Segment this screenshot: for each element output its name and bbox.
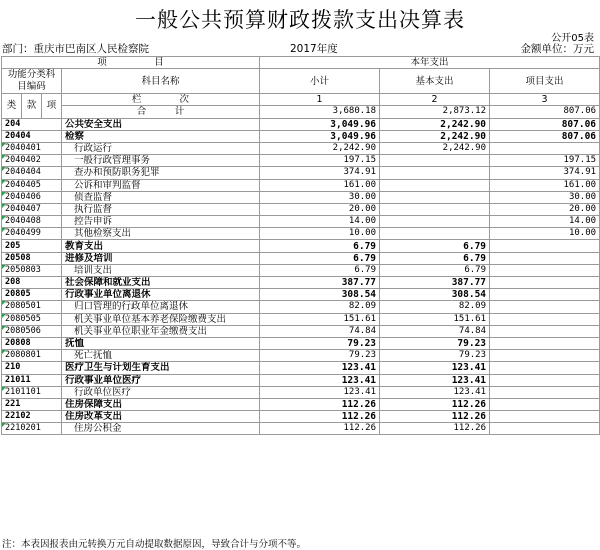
row-code: 2040407 (2, 203, 62, 215)
header-project: 项目支出 (490, 69, 600, 94)
total-basic: 2,873.12 (380, 106, 490, 118)
row-basic (380, 167, 490, 179)
table-row (2, 411, 600, 423)
row-code: 204 (2, 118, 62, 130)
total-project: 807.06 (490, 106, 600, 118)
header-lei: 类 (2, 94, 22, 118)
table-row (2, 362, 600, 374)
table-row (2, 155, 600, 167)
row-subject-name: 查办和预防职务犯罪 (62, 167, 260, 179)
row-subject-name: 行政事业单位医疗 (62, 374, 260, 386)
row-code: 2080801 (2, 350, 62, 362)
form-number: 公开05表 (551, 33, 594, 44)
row-basic: 123.41 (380, 374, 490, 386)
row-project: 30.00 (490, 191, 600, 203)
row-subject-name: 检察 (62, 130, 260, 142)
row-subtotal: 6.79 (260, 240, 380, 252)
row-basic (380, 155, 490, 167)
row-project: 14.00 (490, 216, 600, 228)
row-basic: 74.84 (380, 325, 490, 337)
table-row (2, 240, 600, 252)
row-subtotal: 79.23 (260, 350, 380, 362)
row-project (490, 313, 600, 325)
row-code: 20404 (2, 130, 62, 142)
table-row (2, 325, 600, 337)
cell-flag-marker (2, 155, 6, 159)
row-subject-name: 医疗卫生与计划生育支出 (62, 362, 260, 374)
row-subtotal: 308.54 (260, 289, 380, 301)
row-project: 807.06 (490, 118, 600, 130)
row-basic: 387.77 (380, 277, 490, 289)
row-subject-name: 行政事业单位离退休 (62, 289, 260, 301)
row-project (490, 325, 600, 337)
table-row (2, 252, 600, 264)
row-code: 2040401 (2, 142, 62, 154)
row-subject-name: 培训支出 (62, 264, 260, 276)
row-subject-name: 其他检察支出 (62, 228, 260, 240)
row-subtotal: 123.41 (260, 386, 380, 398)
row-subtotal: 112.26 (260, 411, 380, 423)
row-subtotal: 123.41 (260, 374, 380, 386)
row-subtotal: 14.00 (260, 216, 380, 228)
cell-flag-marker (2, 204, 6, 208)
cell-flag-marker (2, 180, 6, 184)
row-project: 197.15 (490, 155, 600, 167)
table-row (2, 301, 600, 313)
row-project (490, 142, 600, 154)
report-meta (0, 41, 600, 55)
row-project: 161.00 (490, 179, 600, 191)
cell-flag-marker (2, 326, 6, 330)
row-subject-name: 社会保障和就业支出 (62, 277, 260, 289)
row-basic: 2,242.90 (380, 118, 490, 130)
header-func-code: 功能分类科目编码 (2, 69, 62, 94)
row-subject-name: 侦查监督 (62, 191, 260, 203)
row-subject-name: 教育支出 (62, 240, 260, 252)
header-basic: 基本支出 (380, 69, 490, 94)
row-subtotal: 20.00 (260, 203, 380, 215)
row-project (490, 289, 600, 301)
row-subject-name: 行政单位医疗 (62, 386, 260, 398)
fiscal-year: 2017年度 (290, 43, 338, 55)
cell-flag-marker (2, 216, 6, 220)
row-project (490, 398, 600, 410)
cell-flag-marker (2, 192, 6, 196)
table-row (2, 264, 600, 276)
table-row (2, 142, 600, 154)
row-basic: 123.41 (380, 386, 490, 398)
row-code: 2040404 (2, 167, 62, 179)
header-xiang: 项 (42, 94, 62, 118)
row-subject-name: 住房保障支出 (62, 398, 260, 410)
row-basic: 2,242.90 (380, 142, 490, 154)
row-code: 2080506 (2, 325, 62, 337)
row-project (490, 411, 600, 423)
cell-flag-marker (2, 350, 6, 354)
row-subject-name: 公诉和审判监督 (62, 179, 260, 191)
row-basic: 112.26 (380, 423, 490, 435)
table-row (2, 130, 600, 142)
row-subtotal: 161.00 (260, 179, 380, 191)
row-code: 2080505 (2, 313, 62, 325)
row-project (490, 337, 600, 349)
table-row (2, 337, 600, 349)
row-basic: 308.54 (380, 289, 490, 301)
row-code: 20508 (2, 252, 62, 264)
row-basic: 79.23 (380, 350, 490, 362)
row-basic: 123.41 (380, 362, 490, 374)
row-project: 10.00 (490, 228, 600, 240)
row-subtotal: 151.61 (260, 313, 380, 325)
row-basic: 6.79 (380, 252, 490, 264)
row-project (490, 252, 600, 264)
header-lanci: 栏 次 (62, 94, 260, 106)
row-project (490, 301, 600, 313)
table-row (2, 191, 600, 203)
cell-flag-marker (2, 423, 6, 427)
header-col1: 1 (260, 94, 380, 106)
row-subtotal: 6.79 (260, 264, 380, 276)
row-subtotal: 112.26 (260, 398, 380, 410)
row-basic (380, 203, 490, 215)
table-row (2, 374, 600, 386)
row-code: 205 (2, 240, 62, 252)
row-subject-name: 一般行政管理事务 (62, 155, 260, 167)
total-label: 合 计 (62, 106, 260, 118)
header-row-item (2, 57, 600, 69)
table-row (2, 289, 600, 301)
total-row (2, 106, 600, 118)
row-project (490, 362, 600, 374)
header-col3: 3 (490, 94, 600, 106)
row-basic: 79.23 (380, 337, 490, 349)
row-subject-name: 进修及培训 (62, 252, 260, 264)
row-project: 20.00 (490, 203, 600, 215)
row-subtotal: 79.23 (260, 337, 380, 349)
row-subtotal: 374.91 (260, 167, 380, 179)
row-code: 2101101 (2, 386, 62, 398)
row-basic (380, 191, 490, 203)
row-code: 2040402 (2, 155, 62, 167)
row-subtotal: 10.00 (260, 228, 380, 240)
row-subtotal: 3,049.96 (260, 118, 380, 130)
row-project (490, 240, 600, 252)
row-code: 21011 (2, 374, 62, 386)
row-project (490, 277, 600, 289)
row-subtotal: 30.00 (260, 191, 380, 203)
row-code: 221 (2, 398, 62, 410)
row-project (490, 350, 600, 362)
row-subtotal: 74.84 (260, 325, 380, 337)
table-row (2, 386, 600, 398)
row-code: 210 (2, 362, 62, 374)
table-row (2, 313, 600, 325)
cell-flag-marker (2, 301, 6, 305)
row-subtotal: 6.79 (260, 252, 380, 264)
row-subtotal: 3,049.96 (260, 130, 380, 142)
footnote: 注：本表因报表由元转换万元自动提取数据原因，导致合计与分项不等。 (2, 539, 307, 550)
table-row (2, 228, 600, 240)
report-title: 一般公共预算财政拨款支出决算表 (135, 8, 465, 32)
row-basic: 151.61 (380, 313, 490, 325)
row-subtotal: 197.15 (260, 155, 380, 167)
row-subject-name: 公共安全支出 (62, 118, 260, 130)
row-code: 22102 (2, 411, 62, 423)
row-basic (380, 216, 490, 228)
row-project (490, 386, 600, 398)
row-basic (380, 179, 490, 191)
row-subject-name: 死亡抚恤 (62, 350, 260, 362)
row-basic: 112.26 (380, 411, 490, 423)
table-row (2, 350, 600, 362)
table-row (2, 216, 600, 228)
row-subject-name: 抚恤 (62, 337, 260, 349)
row-code: 208 (2, 277, 62, 289)
row-subtotal: 2,242.90 (260, 142, 380, 154)
cell-flag-marker (2, 167, 6, 171)
row-subtotal: 123.41 (260, 362, 380, 374)
table-row (2, 423, 600, 435)
row-code: 2210201 (2, 423, 62, 435)
row-basic (380, 228, 490, 240)
row-subtotal: 112.26 (260, 423, 380, 435)
row-subtotal: 82.09 (260, 301, 380, 313)
row-project (490, 374, 600, 386)
row-subject-name: 住房改革支出 (62, 411, 260, 423)
department-label: 部门：重庆市巴南区人民检察院 (2, 43, 149, 55)
row-basic: 82.09 (380, 301, 490, 313)
row-subject-name: 执行监督 (62, 203, 260, 215)
table-row (2, 203, 600, 215)
total-subtotal: 3,680.18 (260, 106, 380, 118)
row-code: 2050803 (2, 264, 62, 276)
row-basic: 2,242.90 (380, 130, 490, 142)
cell-flag-marker (2, 265, 6, 269)
row-basic: 6.79 (380, 264, 490, 276)
table-row (2, 398, 600, 410)
header-item: 项 目 (2, 57, 260, 69)
row-subject-name: 机关事业单位职业年金缴费支出 (62, 325, 260, 337)
row-code: 2040405 (2, 179, 62, 191)
row-code: 2040499 (2, 228, 62, 240)
row-subject-name: 行政运行 (62, 142, 260, 154)
row-subject-name: 住房公积金 (62, 423, 260, 435)
cell-flag-marker (2, 228, 6, 232)
row-basic: 112.26 (380, 398, 490, 410)
row-subject-name: 控告申诉 (62, 216, 260, 228)
row-subject-name: 归口管理的行政单位离退休 (62, 301, 260, 313)
unit-label: 金额单位：万元 (520, 43, 594, 55)
row-code: 20805 (2, 289, 62, 301)
row-code: 20808 (2, 337, 62, 349)
expenditure-table (1, 56, 600, 435)
table-row (2, 277, 600, 289)
row-project: 807.06 (490, 130, 600, 142)
row-basic: 6.79 (380, 240, 490, 252)
row-project (490, 423, 600, 435)
cell-flag-marker (2, 387, 6, 391)
row-project (490, 264, 600, 276)
header-current-year: 本年支出 (260, 57, 600, 69)
header-kuan: 款 (22, 94, 42, 118)
row-subtotal: 387.77 (260, 277, 380, 289)
row-project: 374.91 (490, 167, 600, 179)
table-row (2, 179, 600, 191)
row-code: 2040406 (2, 191, 62, 203)
table-row (2, 167, 600, 179)
cell-flag-marker (2, 143, 6, 147)
header-subject-name: 科目名称 (62, 69, 260, 94)
row-subject-name: 机关事业单位基本养老保险缴费支出 (62, 313, 260, 325)
row-code: 2040408 (2, 216, 62, 228)
header-col2: 2 (380, 94, 490, 106)
table-row (2, 118, 600, 130)
row-code: 2080501 (2, 301, 62, 313)
cell-flag-marker (2, 314, 6, 318)
header-subtotal: 小计 (260, 69, 380, 94)
